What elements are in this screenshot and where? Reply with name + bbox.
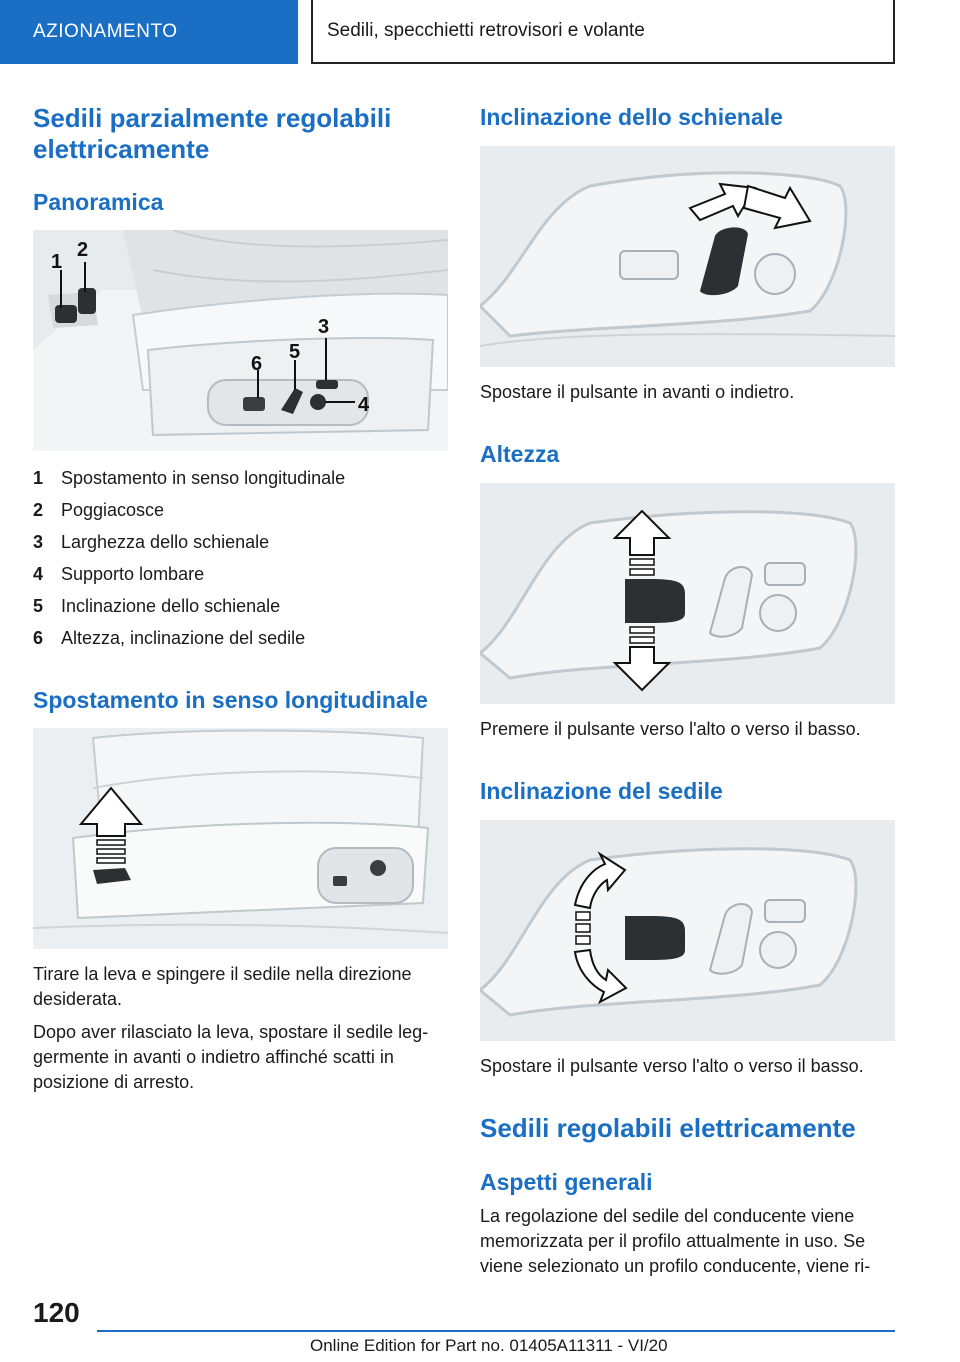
fig-label-1: 1 — [51, 251, 63, 273]
chapter-title — [311, 0, 895, 64]
fig-label-6: 6 — [251, 353, 263, 375]
page-number: 120 — [33, 1297, 80, 1328]
fig-label-4: 4 — [358, 394, 370, 416]
height-switch-illustration — [480, 483, 895, 704]
legend-item — [33, 622, 448, 654]
general-text: La regolazione del sedile del conducente viene memorizzata per il profilo attualmente in uso. Se viene selezionato un profilo conducente, viene ri- — [480, 1206, 871, 1276]
edition-note: Online Edition for Part no. 01405A11311 - VI/20 — [310, 1336, 668, 1355]
overview-heading: Panoramica — [33, 189, 164, 215]
legend-item — [33, 526, 448, 558]
longitudinal-paragraph-2: Dopo aver rilasciato la leva, spostare il sedile leggermente in avanti o indietro affinché scatti in posizione di arresto. — [33, 1022, 429, 1092]
legend-number: 6 — [33, 627, 44, 648]
backrest-switch-illustration — [480, 146, 895, 367]
tilt-text: Spostare il pulsante verso l'alto o verso il basso. — [480, 1056, 864, 1076]
fig-label-2: 2 — [77, 239, 89, 261]
section-tab — [0, 0, 298, 64]
legend-item — [33, 494, 448, 526]
legend-item — [33, 462, 448, 494]
legend-number: 4 — [33, 563, 44, 584]
tilt-figure — [480, 820, 895, 1041]
legend-number: 2 — [33, 499, 44, 520]
chapter-label: Sedili, specchietti retrovisori e volante — [327, 20, 645, 41]
fig-label-3: 3 — [318, 316, 330, 338]
overview-legend — [33, 462, 448, 654]
general-heading: Aspetti generali — [480, 1169, 653, 1195]
legend-text: Poggiacosce — [61, 499, 165, 520]
footer-divider — [97, 1330, 895, 1332]
height-figure — [480, 483, 895, 704]
legend-text: Spostamento in senso longitudinale — [61, 467, 346, 488]
legend-text: Larghezza dello schienale — [61, 531, 270, 552]
tilt-switch-illustration — [480, 820, 895, 1041]
legend-number: 3 — [33, 531, 44, 552]
legend-number: 5 — [33, 595, 44, 616]
seat-lever-illustration — [33, 728, 448, 949]
longitudinal-text — [33, 962, 453, 1095]
legend-text: Inclinazione dello schienale — [61, 595, 281, 616]
legend-text: Altezza, inclinazione del sedile — [61, 627, 306, 648]
legend-text: Supporto lombare — [61, 563, 205, 584]
seat-overview-illustration — [33, 230, 448, 451]
longitudinal-heading: Spostamento in senso longitudinale — [33, 687, 428, 713]
height-text: Premere il pulsante verso l'alto o verso il basso. — [480, 719, 861, 739]
backrest-text: Spostare il pulsante in avanti o indietro. — [480, 382, 795, 402]
backrest-heading: Inclinazione dello schienale — [480, 104, 783, 130]
tilt-heading: Inclinazione del sedile — [480, 778, 723, 804]
height-heading: Altezza — [480, 441, 560, 467]
fig-label-5: 5 — [289, 341, 301, 363]
legend-item — [33, 558, 448, 590]
legend-item — [33, 590, 448, 622]
overview-figure — [33, 230, 448, 451]
legend-number: 1 — [33, 467, 44, 488]
backrest-figure — [480, 146, 895, 367]
longitudinal-paragraph-1: Tirare la leva e spingere il sedile nella direzione desiderata. — [33, 964, 412, 1009]
section-label: AZIONAMENTO — [33, 21, 178, 42]
longitudinal-figure — [33, 728, 448, 949]
page-title: Sedili parzialmente regolabili elettricamente — [33, 103, 392, 164]
electric-seats-heading: Sedili regolabili elettricamente — [480, 1113, 856, 1143]
